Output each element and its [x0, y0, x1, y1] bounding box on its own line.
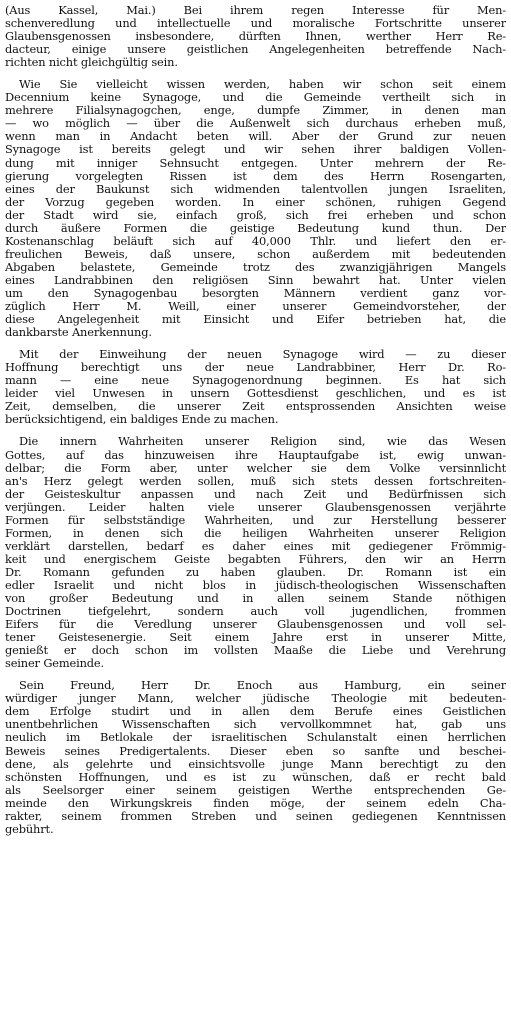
text-line: Synagoge ist bereits gelegt und wir sehen ihrer baldigen Vollen-	[5, 143, 506, 157]
text-line: schenveredlung und intellectuelle und moralische Fortschritte unserer	[5, 17, 506, 31]
text-line: Glaubensgenossen insbesondere, dürften Ihnen, werther Herr Re-	[5, 30, 506, 44]
text-line: Dr. Romann gefunden zu haben glauben. Dr. Romann ist ein	[5, 565, 506, 579]
text-line: an's Herz gelegt werden sollen, muß sich stets dessen fortschreiten-	[5, 474, 506, 488]
text-line: meinde den Wirkungskreis finden möge, der seinem edeln Cha-	[5, 796, 506, 810]
text-line: Abgaben belastete, Gemeinde trotz des zwanzigjährigen Mangels	[5, 260, 506, 274]
text-line: gebührt.	[5, 822, 54, 836]
text-line: würdiger junger Mann, welcher jüdische Theologie mit bedeuten-	[5, 692, 506, 706]
text-line: rakter, seinem frommen Streben und seinen gediegenen Kenntnissen	[5, 809, 506, 823]
text-line: Zeit, demselben, die unserer Zeit entsprossenden Ansichten weise	[5, 400, 506, 414]
text-line: Kostenanschlag beläuft sich auf 40,000 Thlr. und liefert den er-	[5, 234, 506, 248]
paragraph	[5, 348, 506, 426]
text-line: wenn man in Andacht beten will. Aber der Grund zur neuen	[5, 130, 506, 144]
text-line: unentbehrlichen Wissenschaften sich vervollkommnet hat, gab uns	[5, 718, 506, 732]
paragraph-gap	[5, 69, 506, 78]
paragraph	[5, 4, 506, 69]
text-line: Eifers für die Veredlung unserer Glaubensgenossen und voll sel-	[5, 618, 506, 632]
text-line: verklärt darstellen, bedarf es daher eines mit gediegener Frömmig-	[5, 539, 506, 553]
text-line: tener Geistesenergie. Seit einem Jahre erst in unserer Mitte,	[5, 631, 506, 645]
paragraph-gap	[5, 426, 506, 435]
paragraph-gap	[5, 670, 506, 679]
text-line: Decennium keine Synagoge, und die Gemeinde vertheilt sich in	[5, 91, 506, 105]
text-line: richten nicht gleichgültig sein.	[5, 56, 178, 70]
text-line: — wo möglich — über die Außenwelt sich durchaus erheben muß,	[5, 117, 506, 131]
paragraph-gap	[5, 339, 506, 348]
text-line: freulichen Beweis, daß unsere, schon außerdem mit bedeutenden	[5, 247, 506, 261]
text-line: Gottes, auf das hinzuweisen ihre Hauptaufgabe ist, ewig unwan-	[5, 448, 506, 462]
text-line: Die innern Wahrheiten unserer Religion sind, wie das Wesen	[19, 435, 506, 449]
text-line: Doctrinen tiefgelehrt, sondern auch voll jugendlichen, frommen	[5, 605, 506, 619]
text-line: der Stadt wird sie, einfach groß, sich frei erheben und schon	[5, 208, 506, 222]
text-line: Wie Sie vielleicht wissen werden, haben wir schon seit einem	[19, 78, 506, 92]
text-line: genießt er doch schon im vollsten Maaße die Liebe und Verehrung	[5, 644, 506, 658]
text-line: edler Israelit und nicht blos in jüdisch-theologischen Wissenschaften	[5, 578, 506, 592]
text-line: berücksichtigend, ein baldiges Ende zu machen.	[5, 413, 279, 427]
text-line: dankbarste Anerkennung.	[5, 326, 152, 340]
text-line: seiner Gemeinde.	[5, 657, 104, 671]
text-line: Formen, in denen sich die heiligen Wahrheiten unserer Religion	[5, 526, 506, 540]
text-line: Formen für selbstständige Wahrheiten, und zur Herstellung besserer	[5, 513, 506, 527]
text-line: verjüngen. Leider halten viele unserer Glaubensgenossen verjährte	[5, 500, 506, 514]
text-line: eines Landrabbinen den religiösen Sinn bewahrt hat. Unter vielen	[5, 273, 506, 287]
text-line: um den Synagogenbau besorgten Männern verdient ganz vor-	[5, 286, 506, 300]
text-line: (Aus Kassel, Mai.) Bei ihrem regen Interesse für Men-	[5, 4, 506, 17]
text-line: gierung vorgelegten Rissen ist dem des Herrn Rosengarten,	[5, 169, 506, 183]
text-line: züglich Herr M. Weill, einer unserer Gemeindvorsteher, der	[5, 300, 506, 314]
text-line: dacteur, einige unsere geistlichen Angelegenheiten betreffende Nach-	[5, 43, 506, 57]
text-line: mehrere Filialsynagogchen, enge, dumpfe Zimmer, in denen man	[5, 104, 506, 118]
text-line: schönsten Hoffnungen, und es ist zu wünschen, daß er recht bald	[5, 770, 506, 784]
text-line: der Geisteskultur anpassen und nach Zeit und Bedürfnissen sich	[5, 487, 506, 501]
text-line: der Vorzug gegeben worden. In einer schönen, ruhigen Gegend	[5, 195, 506, 209]
text-line: Beweis seines Predigertalents. Dieser eben so sanfte und beschei-	[5, 744, 506, 758]
text-line: Hoffnung berechtigt uns der neue Landrabbiner, Herr Dr. Ro-	[5, 361, 506, 375]
text-line: eines der Baukunst sich widmenden talentvollen jungen Israeliten,	[5, 182, 506, 196]
paragraph	[5, 435, 506, 670]
text-line: als Seelsorger einer seinem geistigen Werthe entsprechenden Ge-	[5, 783, 506, 797]
text-line: dene, als gelehrte und einsichtsvolle junge Mann berechtigt zu den	[5, 757, 506, 771]
text-line: delbar; die Form aber, unter welcher sie dem Volke versinnlicht	[5, 461, 506, 475]
text-line: leider viel Unwesen in unsern Gottesdienst geschlichen, und es ist	[5, 387, 506, 401]
text-line: mann — eine neue Synagogenordnung beginnen. Es hat sich	[5, 374, 506, 388]
article-body	[5, 4, 506, 836]
text-line: von großer Bedeutung und in allen seinem Stande nöthigen	[5, 592, 506, 606]
paragraph	[5, 679, 506, 836]
text-line: dem Erfolge studirt und in allen dem Berufe eines Geistlichen	[5, 705, 506, 719]
text-line: Sein Freund, Herr Dr. Enoch aus Hamburg, ein seiner	[19, 679, 506, 693]
text-line: keit und energischem Geiste begabten Führers, den wir an Herrn	[5, 552, 506, 566]
text-line: diese Angelegenheit mit Einsicht und Eifer betrieben hat, die	[5, 313, 506, 327]
text-line: Mit der Einweihung der neuen Synagoge wird — zu dieser	[19, 348, 506, 362]
text-line: durch äußere Formen die geistige Bedeutung kund thun. Der	[5, 221, 506, 235]
paragraph	[5, 78, 506, 339]
text-line: dung mit inniger Sehnsucht entgegen. Unter mehrern der Re-	[5, 156, 506, 170]
text-line: neulich im Betlokale der israelitischen Schulanstalt einen herrlichen	[5, 731, 506, 745]
